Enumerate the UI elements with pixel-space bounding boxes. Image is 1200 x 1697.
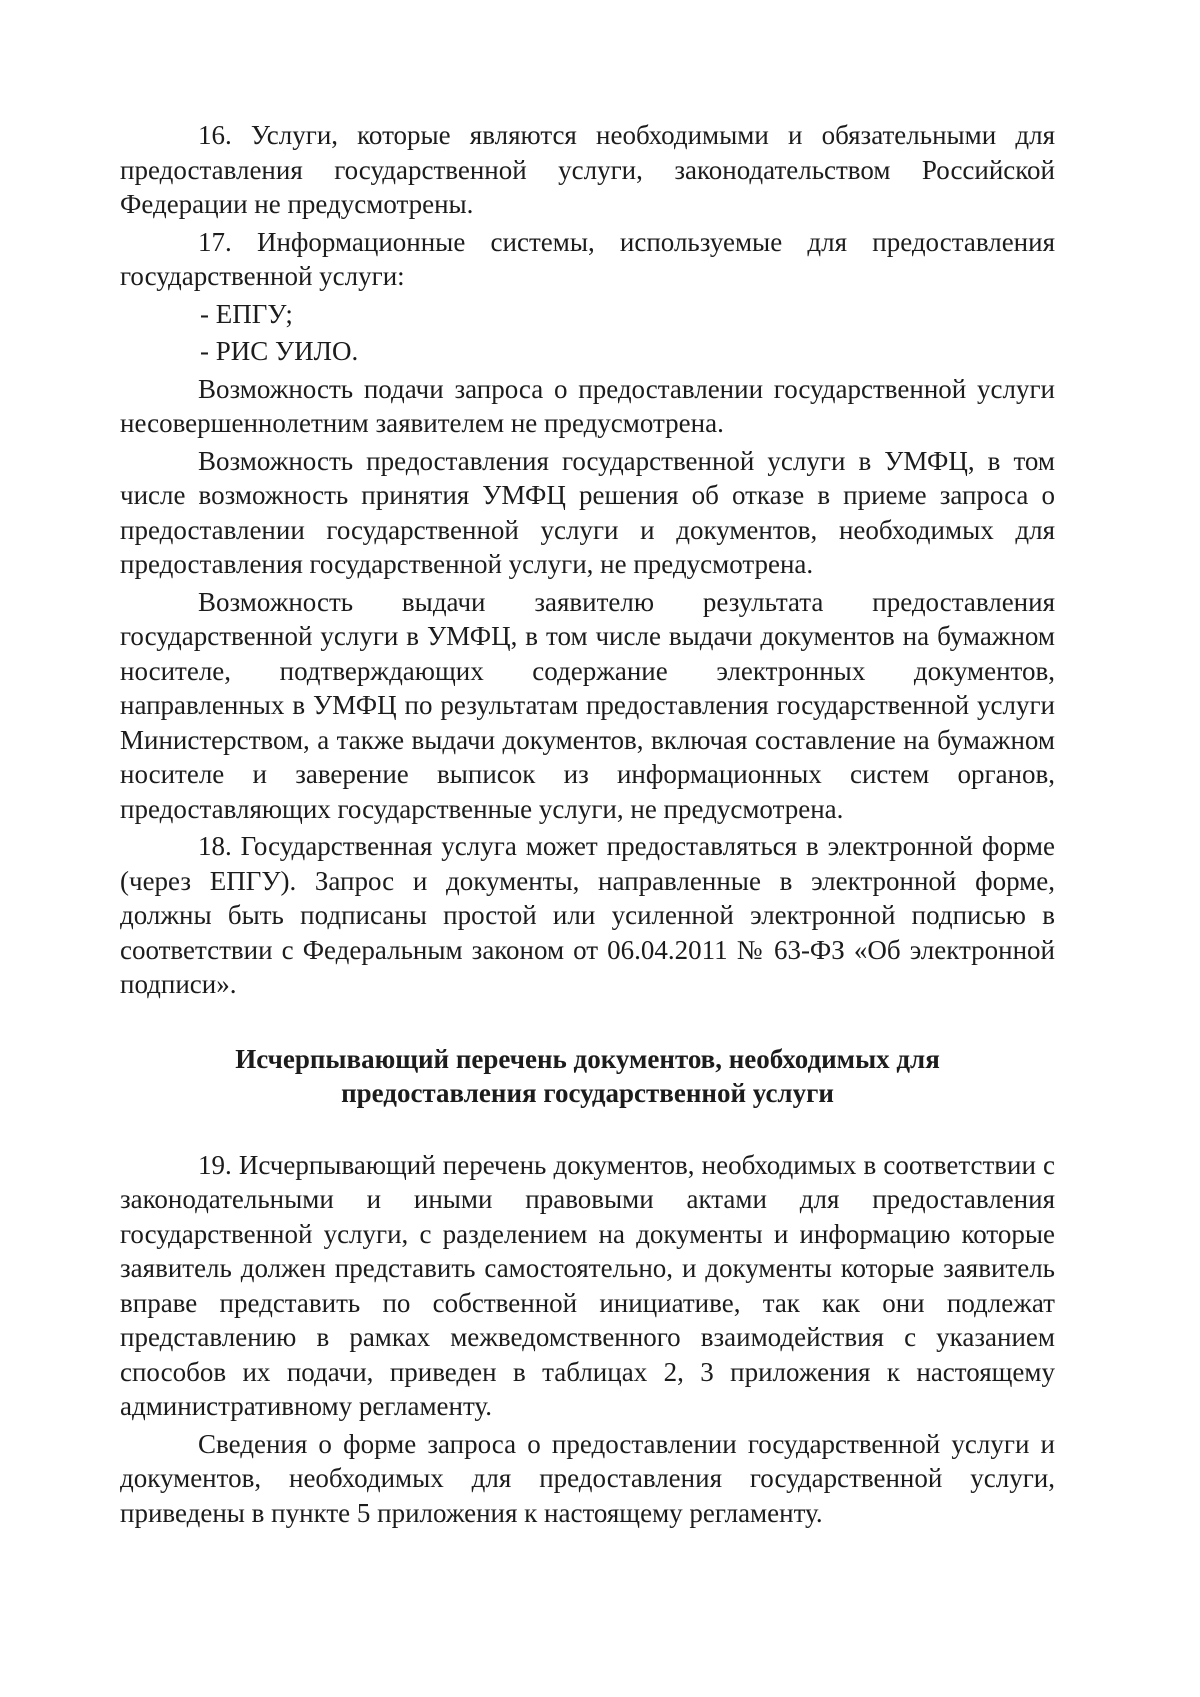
- paragraph-16: 16. Услуги, которые являются необходимыми и обязательными для предоставления государственной услуги, законодательством Российской Федерации не предусмотрены.: [120, 120, 1055, 219]
- paragraph-umfc-provision: Возможность предоставления государственной услуги в УМФЦ, в том числе возможность принятия УМФЦ решения об отказе в приеме запроса о предоставлении государственной услуги и документов, необходимых для предоставления государственной услуги, не предусмотрена.: [120, 445, 1055, 579]
- paragraph-minor-applicant: Возможность подачи запроса о предоставлении государственной услуги несовершеннолетним заявителем не предусмотрена.: [120, 373, 1055, 438]
- paragraph-18: 18. Государственная услуга может предоставляться в электронной форме (через ЕПГУ). Запрос и документы, направленные в электронной форме, должны быть подписаны простой или усиленной электронной подписью в соответствии с Федеральным законом от 06.04.2011 № 63-ФЗ «Об электронной подписи».: [120, 831, 1055, 999]
- section-heading: Исчерпывающий перечень документов, необходимых для предоставления государственной услуги: [235, 1043, 940, 1108]
- paragraph-17: 17. Информационные системы, используемые для предоставления государственной услуги:: [120, 226, 1055, 291]
- document-body: [120, 118, 1055, 1530]
- list-item-epgu: - ЕПГУ;: [200, 298, 293, 329]
- paragraph-umfc-result: Возможность выдачи заявителю результата предоставления государственной услуги в УМФЦ, в том числе выдачи документов на бумажном носителе, подтверждающих содержание электронных документов, направленных в УМФЦ по результатам предоставления государственной услуги Министерством, а также выдачи документов, включая составление на бумажном носителе и заверение выписок из информационных систем органов, предоставляющих государственные услуги, не предусмотрена.: [120, 586, 1055, 824]
- paragraph-request-form: Сведения о форме запроса о предоставлении государственной услуги и документов, необходимых для предоставления государственной услуги, приведены в пункте 5 приложения к настоящему регламенту.: [120, 1428, 1055, 1528]
- list-item-ris-uilo: - РИС УИЛО.: [200, 336, 359, 366]
- paragraph-19: 19. Исчерпывающий перечень документов, необходимых в соответствии с законодательными и иными правовыми актами для предоставления государственной услуги, с разделением на документы и информацию которые заявитель должен представить самостоятельно, и документы которые заявитель вправе представить по собственной инициативе, так как они подлежат представлению в рамках межведомственного взаимодействия с указанием способов их подачи, приведен в таблицах 2, 3 приложения к настоящему административному регламенту.: [120, 1149, 1055, 1421]
